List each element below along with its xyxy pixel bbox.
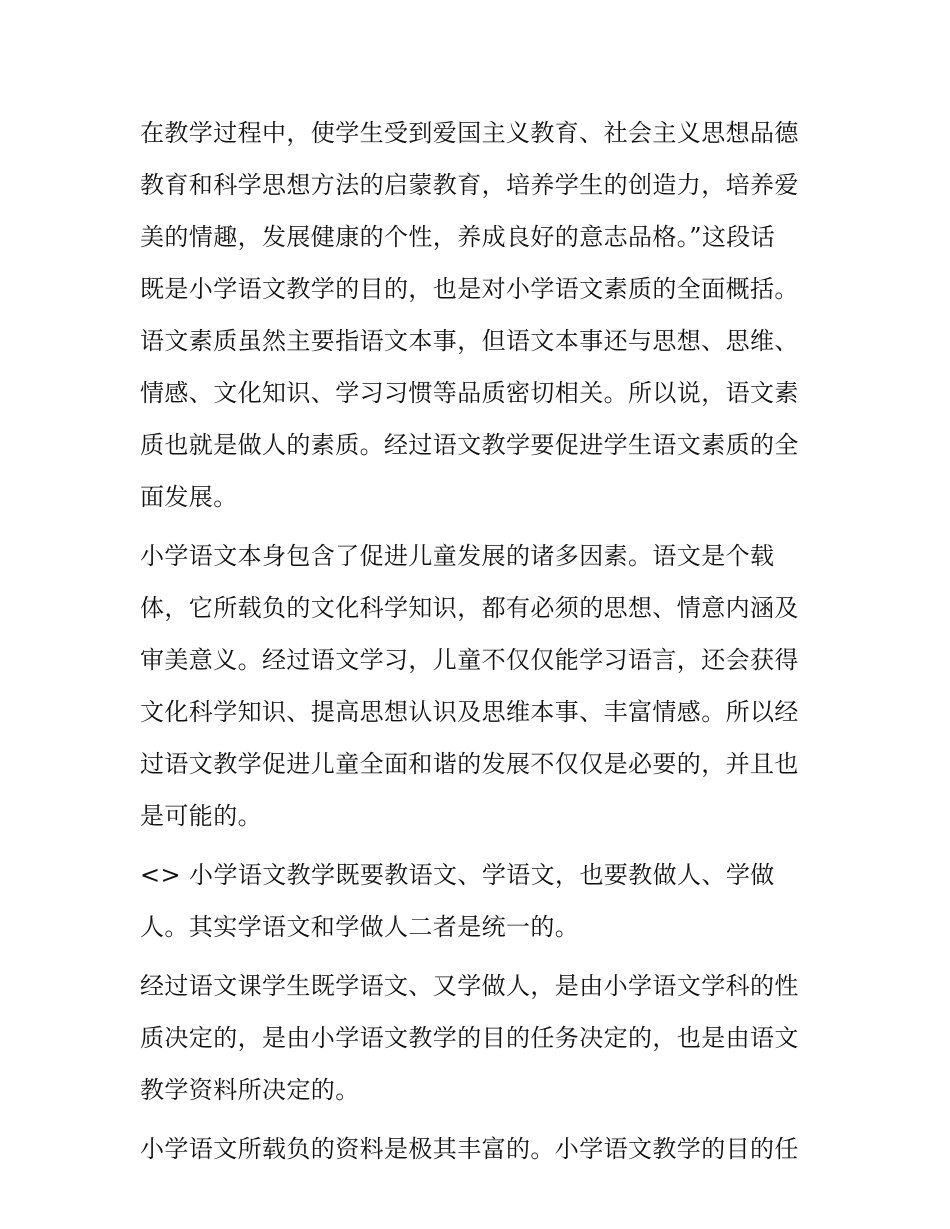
- text-line: 审美意义。经过语文学习，儿童不仅仅能学习语言，还会获得: [140, 646, 799, 674]
- text-line: 语文素质虽然主要指语文本事，但语文本事还与思想、思维、: [140, 327, 799, 355]
- text-line: 在教学过程中，使学生受到爱国主义教育、社会主义思想品德: [140, 119, 799, 147]
- paragraph-gap: [140, 1116, 830, 1123]
- paragraph-gap: [140, 953, 830, 960]
- text-line: 是可能的。: [140, 802, 262, 830]
- text-line: 小学语文本身包含了促进儿童发展的诸多因素。语文是个载: [140, 542, 775, 570]
- text-line: 文化科学知识、提高思想认识及思维本事、丰富情感。所以经: [140, 698, 799, 726]
- text-line: 教学资料所决定的。: [140, 1076, 360, 1104]
- text-line: <> 小学语文教学既要教语文、学语文，也要教做人、学做: [140, 861, 775, 889]
- text-line: 教育和科学思想方法的启蒙教育，培养学生的创造力，培养爱: [140, 171, 799, 199]
- paragraph-gap: [140, 523, 830, 530]
- text-line: 经过语文课学生既学语文、又学做人，是由小学语文学科的性: [140, 972, 799, 1000]
- text-line: 情感、文化知识、学习习惯等品质密切相关。所以说，语文素: [140, 379, 799, 407]
- text-line: 质决定的，是由小学语文教学的目的任务决定的，也是由语文: [140, 1024, 799, 1052]
- text-line: 体，它所载负的文化科学知识，都有必须的思想、情意内涵及: [140, 594, 799, 622]
- text-line: 既是小学语文教学的目的，也是对小学语文素质的全面概括。: [140, 275, 799, 303]
- text-line: 人。其实学语文和学做人二者是统一的。: [140, 913, 580, 941]
- text-line: 美的情趣，发展健康的个性，养成良好的意志品格。”这段话: [140, 223, 776, 251]
- text-line: 小学语文所载负的资料是极其丰富的。小学语文教学的目的任: [140, 1135, 799, 1163]
- text-line: 质也就是做人的素质。经过语文教学要促进学生语文素质的全: [140, 431, 799, 459]
- body-text: [140, 107, 830, 1175]
- text-line: 面发展。: [140, 483, 238, 511]
- text-line: 过语文教学促进儿童全面和谐的发展不仅仅是必要的，并且也: [140, 750, 799, 778]
- paragraph-gap: [140, 842, 830, 849]
